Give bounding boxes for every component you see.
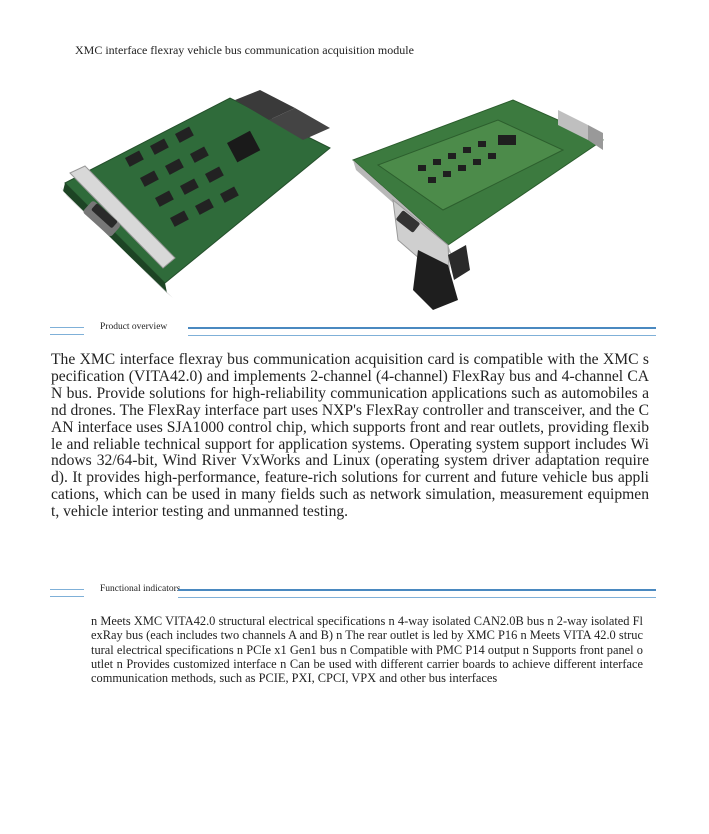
overview-paragraph: The XMC interface flexray bus communication acquisition card is compatible with the XMC specification (VITA42.0) and implements 2-channel (4-channel) FlexRay bus and 4-channel CAN bus. Provide solutions for high-reliability communication applications such as automobiles and drones. The FlexRay interface part uses NXP's FlexRay controller and transceiver, and the CAN interface uses SJA1000 control chip, which supports front and rear outlets, providing flexible and reliable technical support for application systems. Operating system support includes Windows 32/64-bit, Wind River VxWorks and Linux (operating system driver adaptation required). It provides high-performance, feature-rich solutions for current and future vehicle bus applications, which can be used in many fields such as network simulation, measurement equipment, vehicle interior testing and unmanned testing. — [51, 351, 649, 521]
header-rule-left — [50, 589, 84, 597]
header-rule-right — [188, 327, 656, 336]
section-header-indicators — [50, 584, 656, 599]
section-header-overview — [50, 322, 656, 337]
xmc-card-photo-carrier — [348, 95, 618, 315]
page-title: XMC interface flexray vehicle bus communication acquisition module — [75, 43, 414, 57]
section-heading: Functional indicators — [100, 584, 181, 594]
indicators-paragraph: n Meets XMC VITA42.0 structural electrical specifications n 4-way isolated CAN2.0B bus n 2-way isolated FlexRay bus (each includes two channels A and B) n The rear outlet is led by XMC P16 n Meets VITA 42.0 structural electrical specifications n PCIe x1 Gen1 bus n Compatible with PMC P14 output n Supports front panel outlet n Provides customized interface n Can be used with different carrier boards to achieve different interface communication methods, such as PCIE, PXI, CPCI, VPX and other bus interfaces — [91, 614, 643, 686]
section-heading: Product overview — [100, 322, 168, 332]
header-rule-right — [178, 589, 656, 598]
xmc-card-photo-top — [55, 88, 340, 303]
header-rule-left — [50, 327, 84, 335]
